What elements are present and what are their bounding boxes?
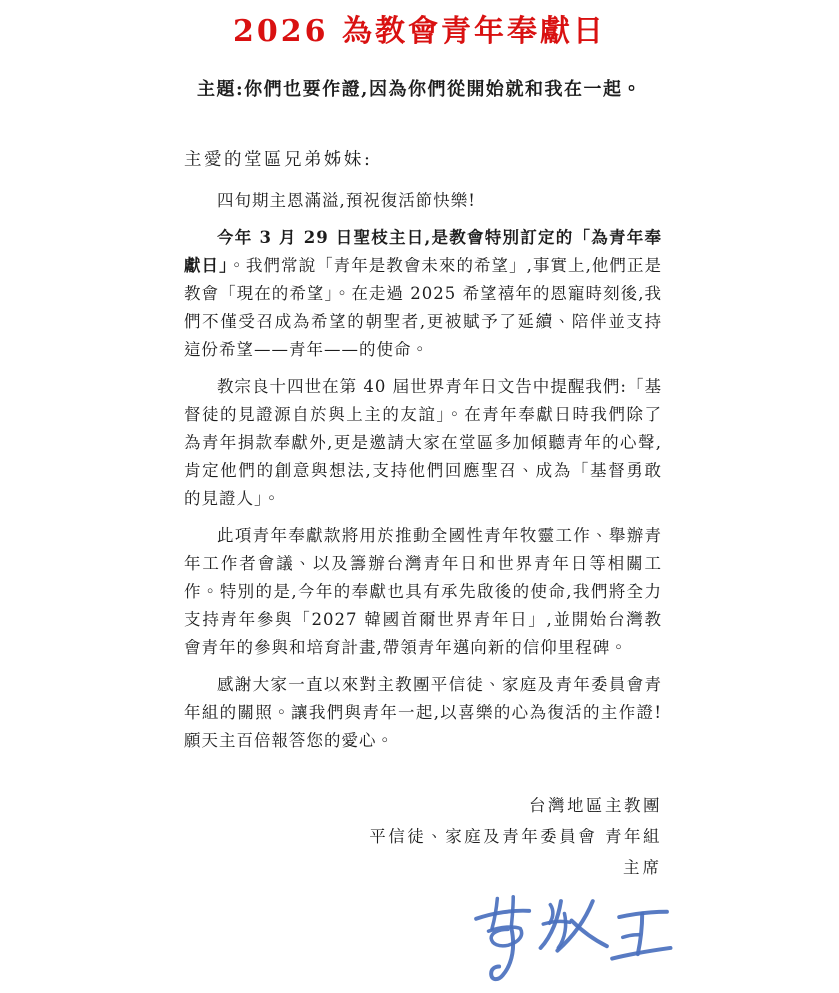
greeting-line: 四旬期主恩滿溢,預祝復活節快樂! <box>217 191 476 210</box>
paragraph-2: 教宗良十四世在第 40 屆世界青年日文告中提醒我們:「基督徒的見證源自於與上主的友誼」。在青年奉獻日時我們除了為青年捐款奉獻外,更是邀請大家在堂區多加傾聽青年的心聲,肯定他們的創意與想法,支持他們回應聖召、成為「基督勇敢的見證人」。 <box>184 377 662 508</box>
paragraph-1-rest: 。我們常說「青年是教會未來的希望」,事實上,他們正是教會「現在的希望」。在走過 2025 希望禧年的恩寵時刻後,我們不僅受召成為希望的朝聖者,更被賦予了延續、陪伴並支持這份希望——青年——的使命。 <box>184 256 662 359</box>
paragraph-1-bold-lead: 今年 3 月 29 日聖枝主日,是教會特別訂定的「為青年奉獻日」 <box>184 228 662 275</box>
letter-page <box>0 14 839 877</box>
paragraph-3: 此項青年奉獻款將用於推動全國性青年牧靈工作、舉辦青年工作者會議、以及籌辦台灣青年日和世界青年日等相關工作。特別的是,今年的奉獻也具有承先啟後的使命,我們將全力支持青年參與「2027 韓國首爾世界青年日」,並開始台灣教會青年的參與和培育計畫,帶領青年邁向新的信仰里程碑。 <box>184 526 662 657</box>
signoff-organization: 台灣地區主教團 <box>529 796 662 815</box>
signoff-role: 主席 <box>623 858 662 877</box>
paragraph-1 <box>184 224 662 364</box>
letter-body <box>184 146 662 993</box>
letter-title: 2026 為教會青年奉獻日 <box>233 14 606 49</box>
letter-subtitle: 主題:你們也要作證,因為你們從開始就和我在一起。 <box>197 79 642 100</box>
signature <box>184 887 674 993</box>
paragraph-4: 感謝大家一直以來對主教團平信徒、家庭及青年委員會青年組的關照。讓我們與青年一起,以喜樂的心為復活的主作證!願天主百倍報答您的愛心。 <box>184 675 662 750</box>
signoff-block <box>184 790 662 883</box>
signoff-committee: 平信徒、家庭及青年委員會 青年組 <box>369 827 662 846</box>
salutation: 主愛的堂區兄弟姊妹: <box>184 150 373 170</box>
signature-handwriting-icon <box>462 887 674 993</box>
